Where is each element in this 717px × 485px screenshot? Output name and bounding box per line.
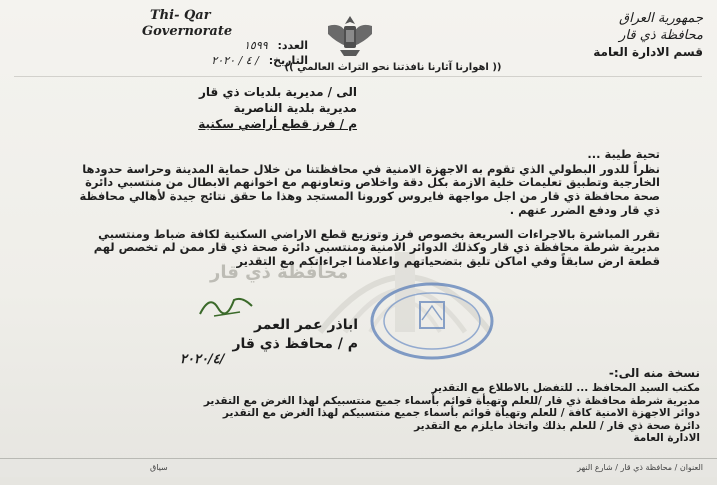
signatory-title: م / محافظ ذي قار	[232, 336, 358, 352]
subject-line: م / فرز قطع أراضي سكنية	[198, 117, 357, 131]
header-right-block	[553, 10, 703, 61]
signature-block	[158, 316, 358, 354]
governorate-ar-label: محافظة ذي قار	[619, 28, 703, 43]
governorate-en-line1: Thi- Qar	[150, 8, 211, 23]
body-paragraph-2: تقرر المباشرة بالاجراءات السريعة بخصوص فرز وتوزيع قطع الاراضي السكنية لكافة ضباط ومنتسبي مديرية شرطة محافظة ذي قار وكذلك الدوائر الامنية ومنتسبي دائرة صحة ذي قار ممن لم تخصص لهم قطعة ارض سابقاً وفي اماكن تليق بتضحياتهم واعلامنا اجراءاتكم مع التقدير	[93, 226, 660, 268]
date-value: / ٤ / ٢٠٢٠	[211, 54, 259, 67]
official-stamp-icon	[368, 280, 496, 362]
number-row	[158, 38, 308, 53]
copy-item: الادارة العامة	[633, 432, 700, 444]
iraq-eagle-emblem-icon	[322, 12, 378, 60]
footer-address: العنوان / محافظة ذي قار / شارع النهر	[577, 463, 703, 472]
department-label: قسم الادارة العامة	[593, 45, 703, 59]
signature-date: ٢٠٢٠/٤/	[180, 352, 225, 367]
watermark-text: محافظة ذي قار	[210, 262, 349, 283]
date-label: التاريخ:	[268, 54, 308, 67]
copies-list	[70, 382, 700, 445]
addressee-line1: الى / مديرية بلديات ذي قار	[199, 85, 357, 99]
footer-email: سياق	[150, 463, 168, 472]
copy-item: مديرية شرطة محافظة ذي قار /للعلم وتهيأة قوائم بأسماء جميع منتسبيكم لهذا الغرض مع التقدير	[203, 394, 700, 407]
republic-label: جمهورية العراق	[619, 11, 703, 26]
header-left-block	[142, 8, 320, 40]
copy-item: دوائر الاجهزة الامنية كافة / للعلم وتهيأة قوائم بأسماء جميع منتسبيكم لهذا الغرض مع التقدير	[222, 407, 700, 419]
copies-title: نسخة منه الى:-	[608, 366, 700, 380]
body-paragraph-1: نظراً للدور البطولي الذي تقوم به الاجهزة الامنية في محافظتنا من خلال حماية المدينة وحراسة حدودها الخارجية وتطبيق تعليمات خلية الازمة بكل دقة واخلاص وتعاونهم مع اخوانهم الابطال من منتسبي دائرة صحة محافظة ذي قار من اجل مواجهة فايروس كورونا المستجد وهذا ما حقق نتائج جيدة لأهالي محافظة ذي قار ودفع الضرر عنهم .	[79, 161, 660, 217]
addressee-line2: مديرية بلدية الناصرية	[233, 101, 357, 115]
number-label: العدد:	[277, 39, 308, 52]
footer-bar	[0, 458, 717, 477]
copy-item: مكتب السيد المحافظ ... للتفضل بالاطلاع مع التقدير	[431, 382, 700, 394]
addressee-block	[97, 84, 357, 132]
slogan: (( اهوارنا آثارنا نافذتنا نحو التراث العالمي ))	[284, 62, 502, 73]
letter-body	[64, 148, 660, 269]
header-divider	[14, 76, 702, 77]
copy-item: دائرة صحة ذي قار / للعلم بذلك واتخاذ مايلزم مع التقدير	[414, 419, 700, 432]
governorate-en-line2: Governorate	[142, 24, 233, 39]
number-value: ١٥٩٩	[244, 39, 268, 52]
signatory-name: اباذر عمر العمر	[253, 317, 358, 333]
greeting: تحية طيبة ...	[587, 147, 660, 161]
